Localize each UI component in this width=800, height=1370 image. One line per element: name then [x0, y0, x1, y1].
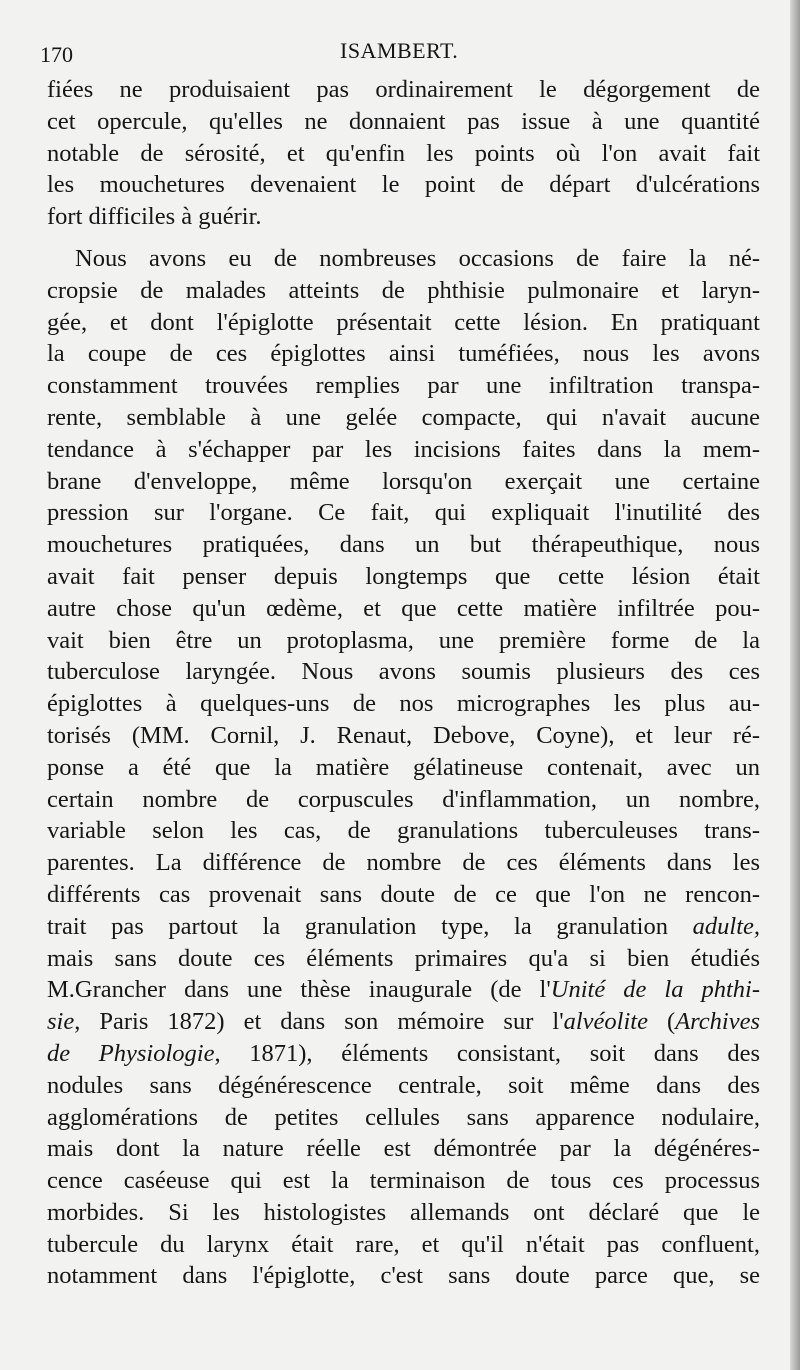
- text-line: épiglottes à quelques-uns de nos micrographes les plus au-: [47, 690, 760, 718]
- text-line: tendance à s'échapper par les incisions faites dans la mem-: [47, 435, 760, 463]
- text-line: mouchetures pratiquées, dans un but thérapeuthique, nous: [47, 531, 760, 559]
- page-number: 170: [40, 42, 73, 67]
- page-header: [40, 38, 760, 70]
- text-line: nodules sans dégénérescence centrale, soit même dans des: [47, 1071, 760, 1099]
- text-line: différents cas provenait sans doute de ce que l'on ne rencon-: [47, 880, 760, 908]
- text-line: les mouchetures devenaient le point de départ d'ulcérations: [47, 171, 760, 199]
- text-run: trait pas partout la granulation type, la granulation: [47, 912, 668, 940]
- text-line: tuberculose laryngée. Nous avons soumis plusieurs des ces: [47, 658, 760, 686]
- body-text: [47, 74, 760, 1292]
- text-line-mixed: [47, 1038, 760, 1070]
- text-line: vait bien être un protoplasma, une première forme de la: [47, 626, 760, 654]
- text-line: cropsie de malades atteints de phthisie pulmonaire et laryn-: [47, 276, 760, 304]
- text-line: autre chose qu'un œdème, et que cette matière infiltrée pou-: [47, 594, 760, 622]
- text-line: brane d'enveloppe, même lorsqu'on exerçait une certaine: [47, 467, 760, 495]
- italic-run: alvéolite: [563, 1008, 648, 1036]
- text-run: , Paris 1872) et dans son mémoire sur l': [74, 1008, 564, 1036]
- text-line: morbides. Si les histologistes allemands ont déclaré que le: [47, 1198, 760, 1226]
- text-line: la coupe de ces épiglottes ainsi tuméfiées, nous les avons: [47, 340, 760, 368]
- italic-run: Archives: [675, 1008, 760, 1036]
- paragraph-2: [47, 243, 760, 1292]
- text-line: notamment dans l'épiglotte, c'est sans doute parce que, se: [47, 1262, 760, 1290]
- text-line: notable de sérosité, et qu'enfin les points où l'on avait fait: [47, 139, 760, 167]
- text-line: parentes. La différence de nombre de ces éléments dans les: [47, 849, 760, 877]
- text-line: rente, semblable à une gelée compacte, qui n'avait aucune: [47, 403, 760, 431]
- paragraph-1: [47, 74, 760, 233]
- text-line: tubercule du larynx était rare, et qu'il n'était pas confluent,: [47, 1230, 760, 1258]
- text-line: pression sur l'organe. Ce fait, qui expliquait l'inutilité des: [47, 499, 760, 527]
- text-line: gée, et dont l'épiglotte présentait cette lésion. En pratiquant: [47, 308, 760, 336]
- text-line: constamment trouvées remplies par une infiltration transpa-: [47, 372, 760, 400]
- italic-run: sie: [47, 1008, 75, 1036]
- text-line: certain nombre de corpuscules d'inflammation, un nombre,: [47, 785, 760, 813]
- text-line-mixed: [47, 974, 760, 1006]
- text-line: fiées ne produisaient pas ordinairement le dégorgement de: [47, 76, 760, 103]
- text-run: (: [647, 1008, 676, 1036]
- italic-run: adulte,: [692, 912, 761, 940]
- text-line: avait fait penser depuis longtemps que cette lésion était: [47, 562, 760, 590]
- text-line: cet opercule, qu'elles ne donnaient pas issue à une quantité: [47, 107, 760, 135]
- text-line: ponse a été que la matière gélatineuse contenait, avec un: [47, 753, 760, 781]
- text-line: Nous avons eu de nombreuses occasions de faire la né-: [75, 244, 760, 272]
- text-line: torisés (MM. Cornil, J. Renaut, Debove, Coyne), et leur ré-: [47, 721, 760, 749]
- text-run: , 1871), éléments consistant, soit dans des: [214, 1039, 760, 1067]
- text-line: agglomérations de petites cellules sans apparence nodulaire,: [47, 1103, 760, 1131]
- text-line: variable selon les cas, de granulations tuberculeuses trans-: [47, 817, 760, 845]
- text-line-mixed: [47, 911, 760, 943]
- text-line: mais sans doute ces éléments primaires qu'a si bien étudiés: [47, 944, 760, 972]
- text-line-mixed: [47, 1006, 760, 1038]
- scan-edge-shadow: [790, 0, 800, 1370]
- italic-run: Unité de la phthi-: [550, 976, 760, 1004]
- text-line: mais dont la nature réelle est démontrée par la dégénéres-: [47, 1135, 760, 1163]
- text-run: M.Grancher dans une thèse inaugurale (de l': [47, 976, 551, 1004]
- text-line: fort difficiles à guérir.: [47, 203, 262, 231]
- italic-run: de Physiologie: [47, 1039, 215, 1067]
- running-head: ISAMBERT.: [340, 38, 459, 63]
- text-line: cence caséeuse qui est la terminaison de tous ces processus: [47, 1167, 760, 1195]
